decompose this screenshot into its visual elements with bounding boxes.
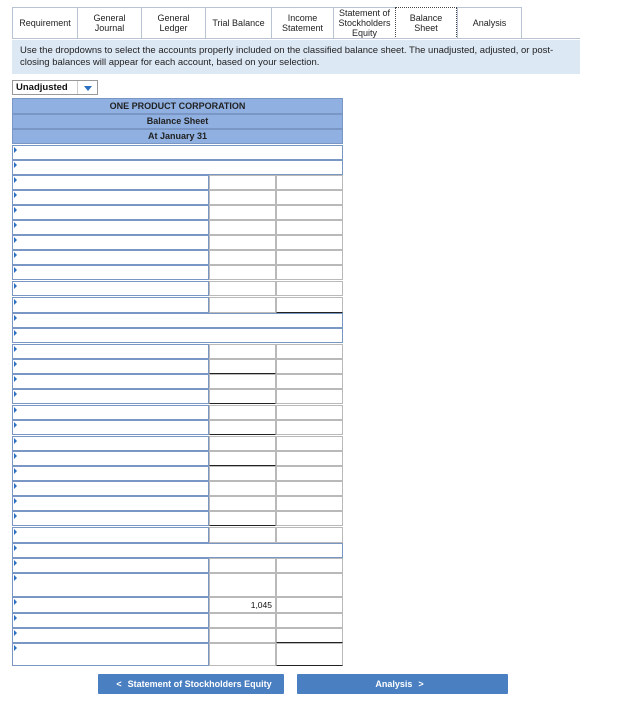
- table-row: [12, 175, 343, 190]
- amount-cell[interactable]: [209, 481, 276, 496]
- table-row: [12, 628, 343, 643]
- table-row: [12, 643, 343, 666]
- total-cell[interactable]: [276, 190, 343, 205]
- tab-label: Analysis: [472, 18, 507, 28]
- instructions-text: Use the dropdowns to select the accounts properly included on the classified balance sheet. The unadjusted, adjusted, or post-closing balances will appear for each account, based on your selection.: [20, 45, 554, 68]
- amount-cell[interactable]: [209, 436, 276, 451]
- table-row: [12, 511, 343, 526]
- total-cell[interactable]: [276, 436, 343, 451]
- amount-cell[interactable]: [209, 190, 276, 205]
- total-cell[interactable]: [276, 374, 343, 389]
- chevron-right-icon: >: [418, 679, 424, 689]
- amount-cell[interactable]: [209, 451, 276, 466]
- total-cell[interactable]: [276, 597, 343, 613]
- account-select[interactable]: [12, 436, 209, 451]
- statement-name: Balance Sheet: [12, 114, 343, 129]
- account-select[interactable]: [12, 496, 209, 511]
- account-select[interactable]: [12, 527, 209, 543]
- total-cell[interactable]: [276, 451, 343, 466]
- total-cell[interactable]: [276, 643, 343, 666]
- prev-button[interactable]: [98, 674, 284, 694]
- tab-general-journal[interactable]: [77, 7, 141, 39]
- amount-cell[interactable]: [209, 628, 276, 643]
- table-row: [12, 543, 343, 558]
- table-row: [12, 250, 343, 265]
- account-select[interactable]: [12, 543, 343, 558]
- account-select[interactable]: [12, 643, 209, 666]
- amount-cell[interactable]: [209, 420, 276, 435]
- total-cell[interactable]: [276, 175, 343, 190]
- amount-cell[interactable]: [209, 613, 276, 628]
- account-select[interactable]: [12, 511, 209, 526]
- table-row: [12, 145, 343, 160]
- table-row: [12, 420, 343, 435]
- account-select[interactable]: [12, 628, 209, 643]
- total-cell[interactable]: [276, 511, 343, 526]
- account-select[interactable]: [12, 597, 209, 613]
- total-cell[interactable]: [276, 481, 343, 496]
- table-row: [12, 265, 343, 280]
- account-select[interactable]: [12, 250, 209, 265]
- account-select[interactable]: [12, 451, 209, 466]
- table-row: [12, 405, 343, 420]
- table-row: [12, 281, 343, 296]
- amount-cell[interactable]: [209, 250, 276, 265]
- table-row: [12, 573, 343, 597]
- chevron-left-icon: <: [116, 679, 122, 689]
- total-cell[interactable]: [276, 281, 343, 296]
- next-button[interactable]: [297, 674, 508, 694]
- account-select[interactable]: [12, 420, 209, 435]
- amount-cell[interactable]: [209, 374, 276, 389]
- account-select[interactable]: [12, 220, 209, 235]
- tab-bar: [12, 7, 522, 39]
- instructions-box: [12, 40, 580, 74]
- total-cell[interactable]: [276, 466, 343, 481]
- total-cell[interactable]: [276, 420, 343, 435]
- table-row: [12, 436, 343, 451]
- account-select[interactable]: [12, 374, 209, 389]
- tab-label: Statement of Stockholders Equity: [338, 8, 391, 38]
- table-row: [12, 527, 343, 543]
- total-cell[interactable]: [276, 265, 343, 280]
- tab-analysis[interactable]: [457, 7, 522, 39]
- amount-cell[interactable]: [209, 558, 276, 573]
- amount-cell[interactable]: 1,045: [209, 597, 276, 613]
- tab-statement-of-stockholders-equity[interactable]: [333, 7, 395, 39]
- amount-cell[interactable]: [209, 265, 276, 280]
- tab-label: Requirement: [19, 18, 71, 28]
- table-row: [12, 160, 343, 175]
- account-select[interactable]: [12, 313, 343, 328]
- amount-cell[interactable]: [209, 359, 276, 374]
- table-row: [12, 297, 343, 313]
- amount-cell[interactable]: [209, 511, 276, 526]
- amount-cell[interactable]: [209, 205, 276, 220]
- table-row: [12, 481, 343, 496]
- account-select[interactable]: [12, 190, 209, 205]
- total-cell[interactable]: [276, 297, 343, 313]
- table-row: [12, 328, 343, 343]
- account-select[interactable]: [12, 160, 343, 175]
- amount-cell[interactable]: [209, 175, 276, 190]
- total-cell[interactable]: [276, 527, 343, 543]
- table-row: [12, 374, 343, 389]
- tab-label: Balance Sheet: [409, 13, 443, 33]
- tab-label: General Journal: [93, 13, 126, 33]
- account-select[interactable]: [12, 359, 209, 374]
- tab-balance-sheet[interactable]: [395, 7, 457, 39]
- total-cell[interactable]: [276, 220, 343, 235]
- total-cell[interactable]: [276, 205, 343, 220]
- total-cell[interactable]: [276, 573, 343, 597]
- total-cell[interactable]: [276, 613, 343, 628]
- account-select[interactable]: [12, 235, 209, 250]
- account-select[interactable]: [12, 265, 209, 280]
- account-select[interactable]: [12, 145, 343, 160]
- amount-cell[interactable]: [209, 466, 276, 481]
- amount-cell[interactable]: [209, 573, 276, 597]
- tab-income-statement[interactable]: [271, 7, 333, 39]
- total-cell[interactable]: [276, 250, 343, 265]
- account-select[interactable]: [12, 281, 209, 296]
- balance-type-value: Unadjusted: [16, 82, 68, 93]
- amount-cell[interactable]: [209, 297, 276, 313]
- account-select[interactable]: [12, 328, 343, 343]
- amount-cell[interactable]: [209, 344, 276, 359]
- account-select[interactable]: [12, 466, 209, 481]
- amount-cell[interactable]: [209, 281, 276, 296]
- account-select[interactable]: [12, 205, 209, 220]
- table-row: [12, 466, 343, 481]
- amount-cell[interactable]: [209, 235, 276, 250]
- amount-cell[interactable]: [209, 643, 276, 666]
- account-select[interactable]: [12, 613, 209, 628]
- company-name: ONE PRODUCT CORPORATION: [12, 98, 343, 114]
- amount-cell[interactable]: [209, 527, 276, 543]
- account-select[interactable]: [12, 297, 209, 313]
- tab-underline: [12, 38, 580, 39]
- next-button-label: Analysis: [375, 679, 413, 689]
- prev-button-label: Statement of Stockholders Equity: [127, 679, 272, 689]
- balance-type-select[interactable]: [12, 80, 98, 95]
- total-cell[interactable]: [276, 359, 343, 374]
- total-cell[interactable]: [276, 405, 343, 420]
- amount-cell[interactable]: [209, 496, 276, 511]
- table-row: [12, 597, 343, 613]
- amount-cell[interactable]: [209, 220, 276, 235]
- account-select[interactable]: [12, 344, 209, 359]
- table-row: [12, 313, 343, 328]
- table-row: [12, 558, 343, 573]
- total-cell[interactable]: [276, 235, 343, 250]
- amount-cell[interactable]: [209, 389, 276, 404]
- table-row: [12, 205, 343, 220]
- table-row: [12, 451, 343, 466]
- tab-general-ledger[interactable]: [141, 7, 205, 39]
- table-row: [12, 235, 343, 250]
- tab-label: Income Statement: [281, 13, 324, 33]
- table-row: [12, 220, 343, 235]
- statement-date: At January 31: [12, 129, 343, 144]
- chevron-down-icon: [84, 86, 92, 91]
- total-cell[interactable]: [276, 628, 343, 643]
- table-row: [12, 613, 343, 628]
- table-row: [12, 190, 343, 205]
- account-select[interactable]: [12, 389, 209, 404]
- amount-cell[interactable]: [209, 405, 276, 420]
- table-row: [12, 389, 343, 404]
- balance-sheet-table: [12, 98, 343, 144]
- tab-trial-balance[interactable]: [205, 7, 271, 39]
- total-cell[interactable]: [276, 389, 343, 404]
- table-row: [12, 496, 343, 511]
- table-row: [12, 344, 343, 359]
- total-cell[interactable]: [276, 558, 343, 573]
- account-select[interactable]: [12, 175, 209, 190]
- total-cell[interactable]: [276, 496, 343, 511]
- tab-requirement[interactable]: [12, 7, 77, 39]
- total-cell[interactable]: [276, 344, 343, 359]
- tab-label: General Ledger: [157, 13, 190, 33]
- account-select[interactable]: [12, 573, 209, 597]
- select-separator: [77, 81, 78, 94]
- tab-label: Trial Balance: [212, 18, 265, 28]
- account-select[interactable]: [12, 405, 209, 420]
- table-row: [12, 359, 343, 374]
- account-select[interactable]: [12, 558, 209, 573]
- account-select[interactable]: [12, 481, 209, 496]
